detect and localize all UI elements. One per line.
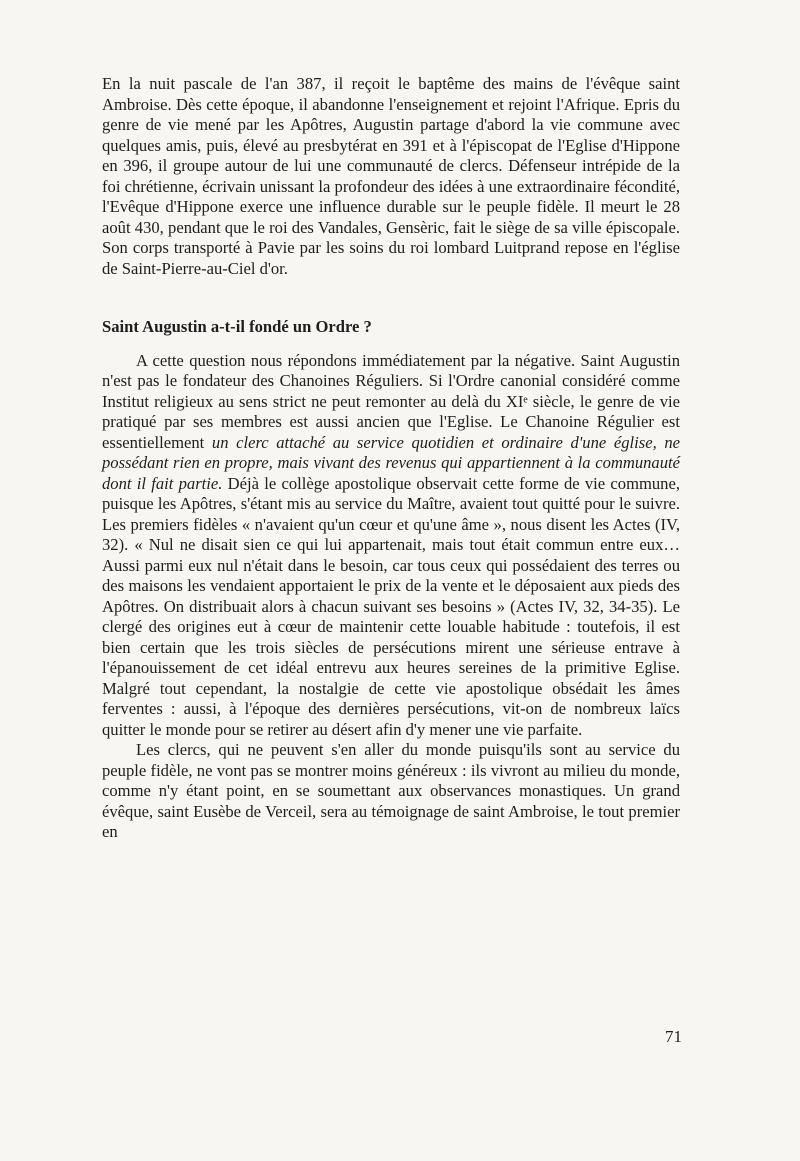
- section-heading: Saint Augustin a-t-il fondé un Ordre ?: [102, 317, 372, 336]
- canon-definition-italic: un clerc attaché au service quotidien et ordinaire d'une église, ne possédant rien en propre, mais vivant des revenus qui appartiennent à la communauté dont il fait partie.: [102, 432, 680, 493]
- paragraph-order-text-2: Déjà le collège apostolique observait cette forme de vie commune, puisque les Apôtres, s'étant mis au service du Maître, avaient tout quitté pour le suivre. Les premiers fidèles « n'avaient qu'un cœur et qu'une âme », nous disent les Actes (IV, 32). « Nul ne disait sien ce qui lui appartenait, mais tout était commun entre eux… Aussi parmi eux nul n'était dans le besoin, car tous ceux qui possédaient des terres ou des maisons les vendaient apportaient le prix de la vente et le déposaient aux pieds des Apôtres. On distribuait alors à chacun suivant ses besoins » (Actes IV, 32, 34-35). Le clergé des origines eut à cœur de maintenir cette louable habitude : toutefois, il est bien certain que les trois siècles de persécutions mirent une sérieuse entrave à l'épanouissement de cet idéal entrevu aux heures sereines de la primitive Eglise. Malgré tout cependant, la nostalgie de cette vie apostolique obsédait les âmes ferventes : aussi, à l'époque des dernières persécutions, vit-on de nombreux laïcs quitter le monde pour se retirer au désert afin d'y mener une vie parfaite.: [102, 473, 680, 739]
- paragraph-clerics: Les clercs, qui ne peuvent s'en aller du monde puisqu'ils sont au service du peuple fidèle, ne vont pas se montrer moins généreux : ils vivront au milieu du monde, comme n'y étant point, en se soumettant aux observances monastiques. Un grand évêque, saint Eusèbe de Verceil, sera au témoignage de saint Ambroise, le tout premier en: [102, 740, 680, 841]
- page-body: [102, 74, 680, 843]
- paragraph-order: [102, 351, 680, 741]
- page-number: 71: [665, 1027, 682, 1046]
- paragraph-order-text-1: A cette question nous répondons immédiatement par la négative. Saint Augustin n'est pas le fondateur des Chanoines Réguliers. Si l'Ordre canonial considéré comme Institut religieux au sens strict ne peut remonter au delà du XIᵉ siècle, le genre de vie pratiqué par ses membres est aussi ancien que l'Eglise. Le Chanoine Régulier est essentiellement: [102, 350, 680, 452]
- paragraph-baptism: En la nuit pascale de l'an 387, il reçoit le baptême des mains de l'évêque saint Ambroise. Dès cette époque, il abandonne l'enseignement et rejoint l'Afrique. Epris du genre de vie mené par les Apôtres, Augustin partage d'abord la vie commune avec quelques amis, puis, élevé au presbytérat en 391 et à l'épiscopat de l'Eglise d'Hippone en 396, il groupe autour de lui une communauté de clercs. Défenseur intrépide de la foi chrétienne, écrivain unissant la profondeur des idées à une extraordinaire fécondité, l'Evêque d'Hippone exerce une influence durable sur le peuple fidèle. Il meurt le 28 août 430, pendant que le roi des Vandales, Gensèric, fait le siège de sa ville épiscopale. Son corps transporté à Pavie par les soins du roi lombard Luitprand repose en l'église de Saint-Pierre-au-Ciel d'or.: [102, 74, 680, 278]
